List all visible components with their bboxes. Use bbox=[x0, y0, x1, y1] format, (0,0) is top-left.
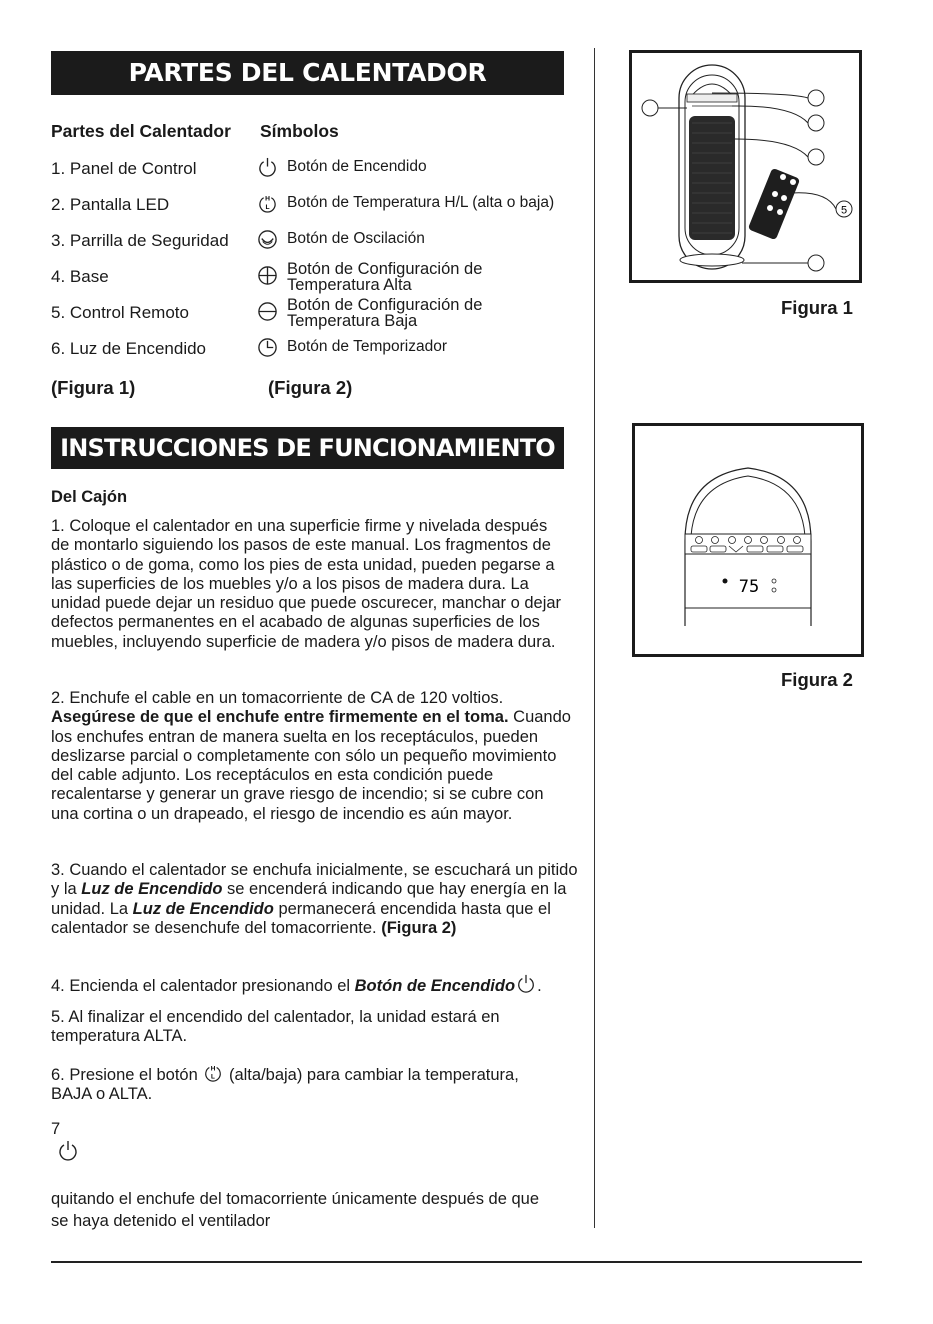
parts-banner: PARTES DEL CALENTADOR bbox=[51, 51, 564, 95]
paragraph-1: 1. Coloque el calentador en una superficie firme y nivelada después de montarlo siguiendo los pasos de este manual. Los fragmentos de plástico o de goma, como los pies de esta unidad, pueden pegarse a las superficies de los muebles y/o a los pisos de madera dura. La unidad puede dejar un residuo que puede oscurecer, manchar o dejar defectos permanentes en el acabado de algunas superficies de los muebles, incluyendo superficie de madera y/o pisos de madera dura. bbox=[51, 517, 562, 651]
parts-header: Partes del Calentador bbox=[51, 121, 231, 141]
power-icon bbox=[57, 1140, 79, 1162]
svg-text:L: L bbox=[211, 1073, 216, 1081]
svg-text:L: L bbox=[265, 204, 270, 212]
svg-text:H: H bbox=[211, 1065, 216, 1073]
led-display-value: 75 bbox=[738, 577, 760, 597]
symbol-row bbox=[257, 336, 577, 372]
symbol-label: Botón de Encendido bbox=[287, 158, 427, 175]
paragraph-7-number: 7 bbox=[51, 1120, 61, 1138]
figure-ref-2: (Figura 2) bbox=[268, 377, 353, 398]
figure-1-caption: Figura 1 bbox=[781, 297, 853, 318]
symbol-row bbox=[257, 228, 577, 264]
figure-2-caption: Figura 2 bbox=[781, 669, 853, 690]
part-item: 6. Luz de Encendido bbox=[51, 339, 207, 358]
part-item: 3. Parrilla de Seguridad bbox=[51, 231, 229, 250]
paragraph-4: 4. Encienda el calentador presionando el Botón de Encendido . bbox=[51, 974, 586, 996]
symbol-label: Botón de Configuración de Temperatura Alta bbox=[287, 260, 483, 294]
oscillation-icon bbox=[257, 229, 278, 250]
symbol-label: Botón de Oscilación bbox=[287, 230, 425, 247]
symbol-label: Botón de Temporizador bbox=[287, 338, 447, 355]
part-item: 5. Control Remoto bbox=[51, 303, 189, 322]
symbol-row bbox=[257, 192, 577, 228]
column-divider bbox=[594, 48, 595, 1228]
symbol-row bbox=[257, 296, 577, 336]
minus-circle-icon bbox=[257, 301, 278, 322]
timer-icon bbox=[257, 337, 278, 358]
part-item: 4. Base bbox=[51, 267, 109, 286]
symbol-row bbox=[257, 156, 577, 192]
remote-callout-label: 5 bbox=[840, 204, 848, 217]
svg-text:H: H bbox=[265, 195, 270, 203]
power-icon bbox=[515, 974, 537, 994]
paragraph-8: quitando el enchufe del tomacorriente únicamente después de que se haya detenido el ventilador bbox=[51, 1190, 540, 1230]
part-item: 2. Pantalla LED bbox=[51, 195, 170, 214]
hl-temp-icon bbox=[257, 193, 278, 214]
figure-2 bbox=[632, 423, 864, 657]
paragraph-6: 6. Presione el botón H L (alta/baja) para cambiar la temperatura, BAJA o ALTA. bbox=[51, 1063, 551, 1105]
figure-ref-1: (Figura 1) bbox=[51, 377, 136, 398]
hl-temp-icon bbox=[202, 1063, 224, 1083]
figure-1 bbox=[629, 50, 862, 283]
instructions-banner: INSTRUCCIONES DE FUNCIONAMIENTO bbox=[51, 427, 564, 469]
control-panel-illustration bbox=[635, 426, 861, 654]
part-item: 1. Panel de Control bbox=[51, 159, 197, 178]
symbol-label: Botón de Temperatura H/L (alta o baja) bbox=[287, 194, 555, 211]
plus-circle-icon bbox=[257, 265, 278, 286]
paragraph-2: 2. Enchufe el cable en un tomacorriente de CA de 120 voltios. Asegúrese de que el enchufe entre firmemente en el toma. Cuando los enchufes entran de manera suelta en los receptáculos, pueden deslizarse parcial o completamente con sólo un pequeño movimiento del cable adjunto. Los receptáculos en esta condición puede recalentarse y generar un grave riesgo de incendio; si se cubre con una cortina o un drapeado, el riesgo de incendio es aún mayor. bbox=[51, 689, 571, 823]
paragraph-5: 5. Al finalizar el encendido del calentador, la unidad estará en temperatura ALTA. bbox=[51, 1008, 500, 1046]
power-icon bbox=[257, 157, 278, 178]
symbol-label: Botón de Configuración de Temperatura Baja bbox=[287, 296, 483, 330]
paragraph-3: 3. Cuando el calentador se enchufa inicialmente, se escuchará un pitido y la Luz de Encendido se encenderá indicando que hay energía en la unidad. La Luz de Encendido permanecerá encendida hasta que el calentador se desenchufe del tomacorriente. (Figura 2) bbox=[51, 861, 578, 937]
footer-rule bbox=[51, 1261, 862, 1263]
symbols-header: Símbolos bbox=[260, 121, 339, 141]
symbols-list bbox=[257, 156, 577, 372]
symbol-row bbox=[257, 260, 577, 300]
section-title: Del Cajón bbox=[51, 488, 128, 506]
parts-list bbox=[51, 158, 229, 374]
heater-tower-illustration bbox=[632, 53, 859, 280]
